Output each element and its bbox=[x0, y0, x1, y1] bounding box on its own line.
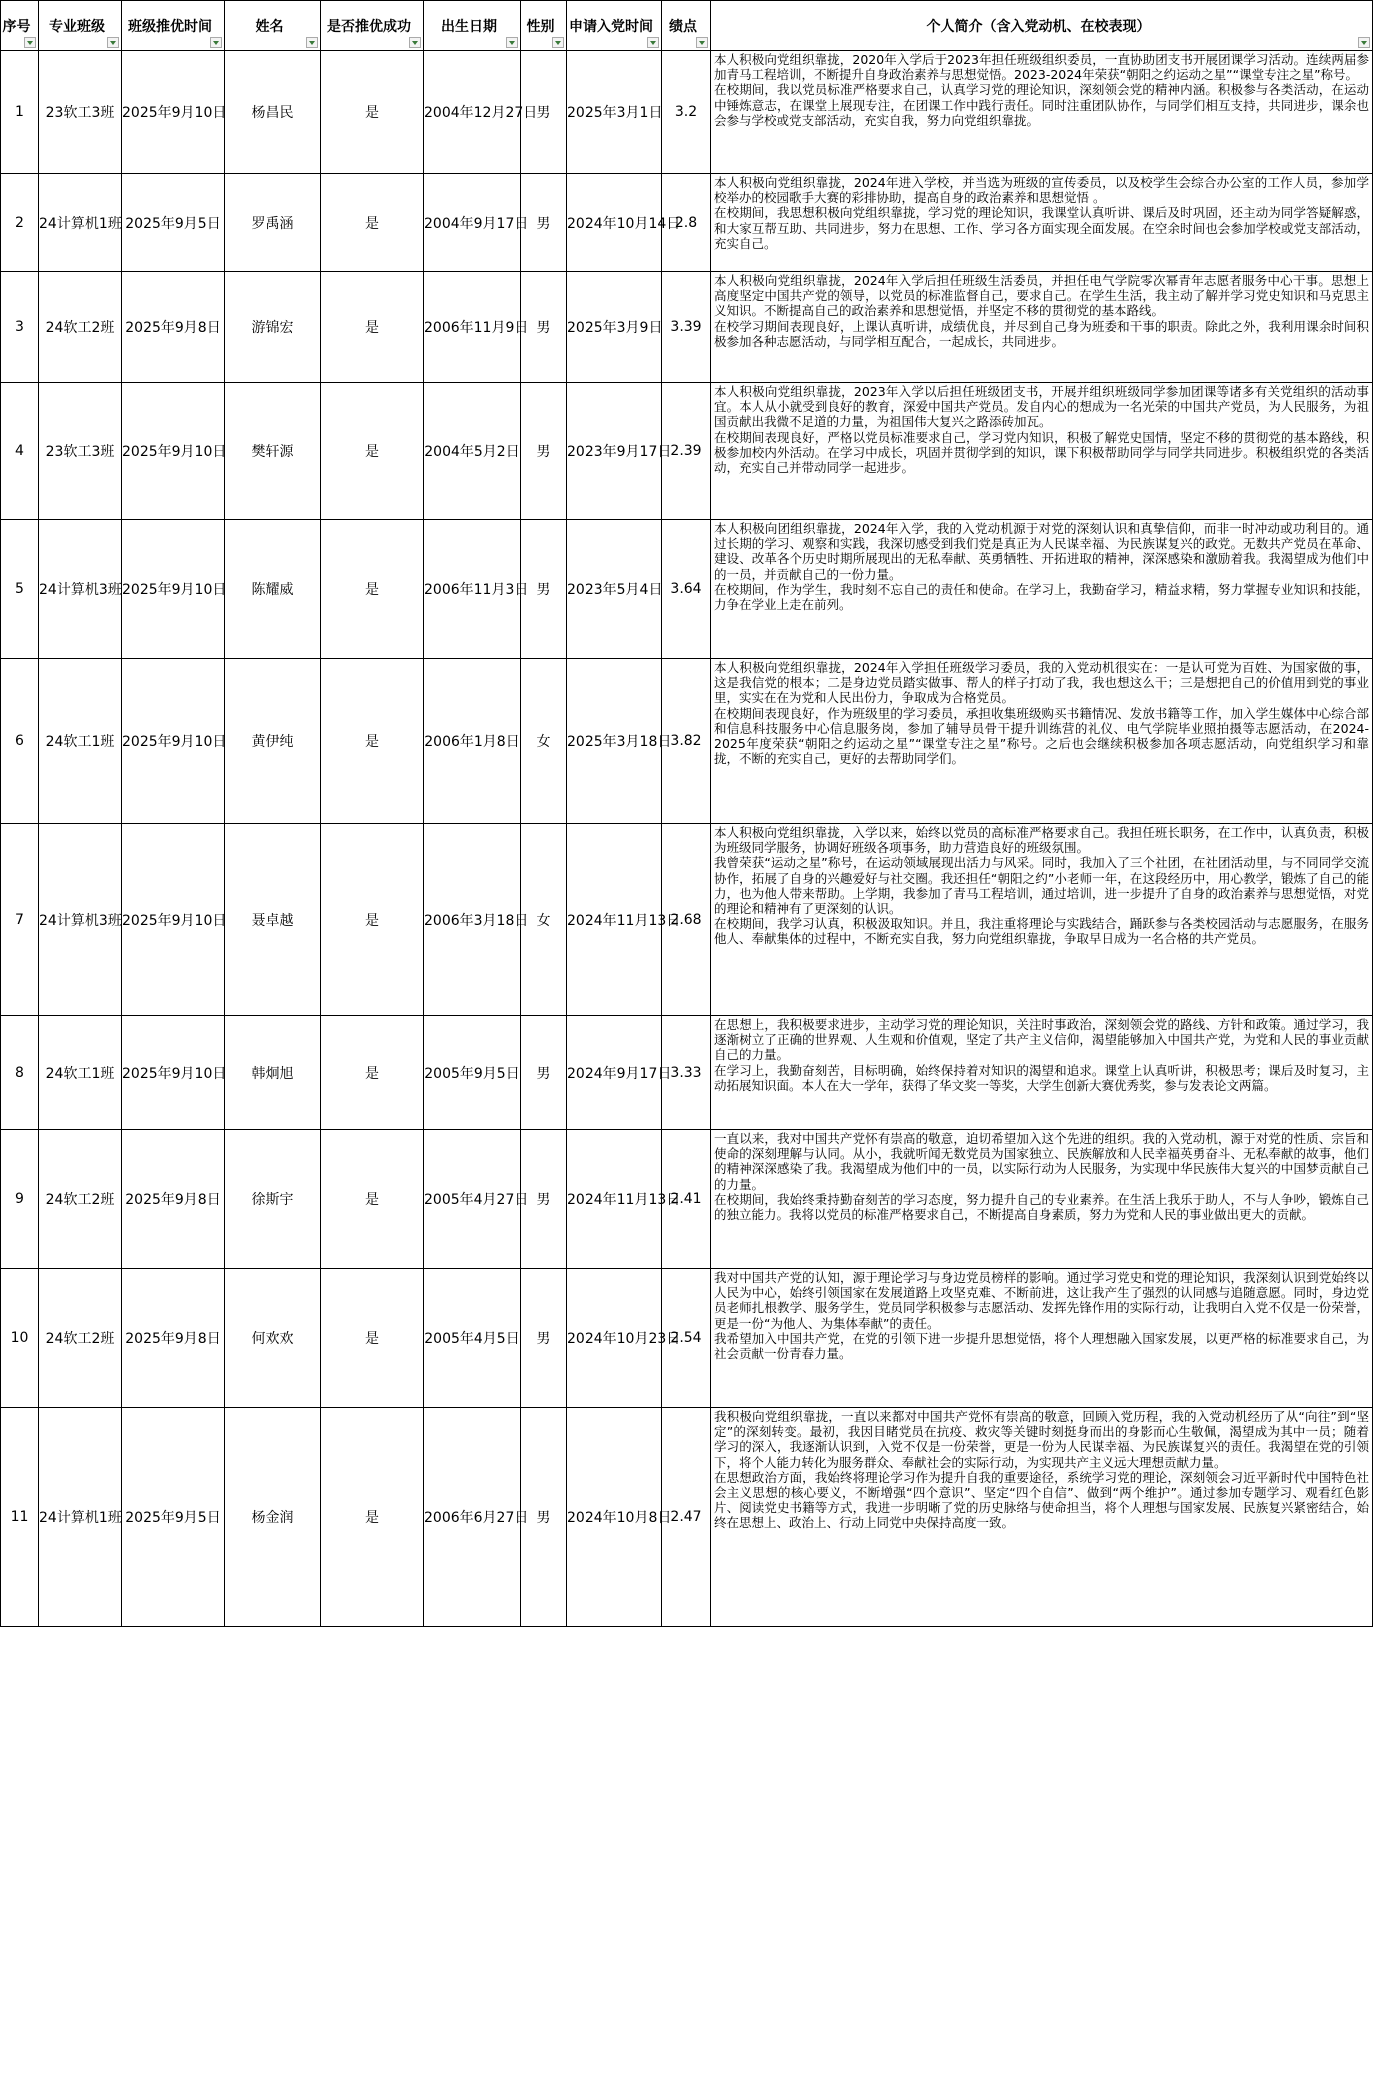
table-row bbox=[1, 272, 1373, 383]
filter-dropdown-icon[interactable] bbox=[1358, 37, 1370, 48]
seq-cell[interactable]: 9 bbox=[1, 1130, 39, 1269]
profile-cell[interactable] bbox=[711, 824, 1373, 1016]
profile-cell[interactable] bbox=[711, 1130, 1373, 1269]
header-row bbox=[1, 1, 1373, 51]
profile-paragraph: 我积极向党组织靠拢，一直以来都对中国共产党怀有崇高的敬意，回顾入党历程，我的入党动机经历了从“向往”到“坚定”的深刻转变。最初，我因目睹党员在抗疫、救灾等关键时刻挺身而出的身影而心生敬佩，渴望成为其中一员；随着学习的深入，我逐渐认识到，入党不仅是一份荣誉，更是一份为人民谋幸福、为民族谋复兴的责任。我渴望在党的引领下，将个人能力转化为服务群众、奉献社会的实际行动，为实现共产主义远大理想贡献力量。 bbox=[714, 1409, 1369, 1470]
apply-date-cell[interactable]: 2024年11月13日 bbox=[567, 1130, 662, 1269]
class-cell[interactable]: 24计算机1班 bbox=[39, 1408, 122, 1627]
birth-date-cell[interactable]: 2004年12月27日 bbox=[424, 51, 521, 174]
name-cell[interactable]: 韩炯旭 bbox=[225, 1016, 321, 1130]
apply-date-cell[interactable]: 2024年10月14日 bbox=[567, 174, 662, 272]
recommend-success-cell[interactable]: 是 bbox=[321, 1130, 424, 1269]
seq-cell[interactable]: 6 bbox=[1, 659, 39, 824]
birth-date-cell[interactable]: 2006年3月18日 bbox=[424, 824, 521, 1016]
profile-paragraph: 我曾荣获“运动之星”称号，在运动领域展现出活力与风采。同时，我加入了三个社团，在社团活动里，与不同同学交流协作，拓展了自身的兴趣爱好与社交圈。我还担任“朝阳之约”小老师一年，在这段经历中，用心教学，锻炼了自己的能力，也为他人带来帮助。上学期，我参加了青马工程培训，通过培训，进一步提升了自身的政治素养与思想觉悟，对党的理论和精神有了更深刻的认识。 bbox=[714, 855, 1369, 917]
seq-cell[interactable]: 10 bbox=[1, 1269, 39, 1408]
recommend-date-cell[interactable]: 2025年9月5日 bbox=[122, 1408, 225, 1627]
profile-paragraph: 在校期间表现良好，严格以党员标准要求自己，学习党内知识，积极了解党史国情，坚定不移的贯彻党的基本路线，积极参加校内外活动。在学习中成长，巩固并贯彻学到的知识，课下积极帮助同学与同学共同进步。积极组织党的各类活动，充实自己并带动同学一起进步。 bbox=[714, 429, 1369, 476]
profile-paragraph: 一直以来，我对中国共产党怀有崇高的敬意，迫切希望加入这个先进的组织。我的入党动机，源于对党的性质、宗旨和使命的深刻理解与认同。从小，我就听闻无数党员为国家独立、民族解放和人民幸福英勇奋斗、无私奉献的故事，他们的精神深深感染了我。我渴望成为他们中的一员，以实际行动为人民服务，为实现中华民族伟大复兴的中国梦贡献自己的力量。 bbox=[714, 1131, 1369, 1192]
table-row bbox=[1, 520, 1373, 659]
gender-cell[interactable]: 女 bbox=[521, 659, 567, 824]
apply-date-cell[interactable]: 2024年10月23日 bbox=[567, 1269, 662, 1408]
recommend-success-cell[interactable]: 是 bbox=[321, 174, 424, 272]
filter-dropdown-icon[interactable] bbox=[552, 37, 564, 48]
profile-paragraph: 在思想政治方面，我始终将理论学习作为提升自我的重要途径，系统学习党的理论，深刻领会习近平新时代中国特色社会主义思想的核心要义，不断增强“四个意识”、坚定“四个自信”、做到“两个维护”。通过参加专题学习、观看红色影片、阅读党史书籍等方式，我进一步明晰了党的历史脉络与使命担当，将个人理想与国家发展、民族复兴紧密结合，始终在思想上、政治上、行动上同党中央保持高度一致。 bbox=[714, 1469, 1369, 1531]
gender-cell[interactable]: 男 bbox=[521, 520, 567, 659]
gpa-cell[interactable]: 3.2 bbox=[662, 51, 711, 174]
recommend-date-cell[interactable]: 2025年9月8日 bbox=[122, 1130, 225, 1269]
table-row bbox=[1, 659, 1373, 824]
birth-date-cell[interactable]: 2005年4月27日 bbox=[424, 1130, 521, 1269]
profile-cell[interactable] bbox=[711, 272, 1373, 383]
column-header-seq bbox=[1, 1, 39, 51]
gender-cell[interactable]: 男 bbox=[521, 272, 567, 383]
birth-date-cell[interactable]: 2005年9月5日 bbox=[424, 1016, 521, 1130]
name-cell[interactable]: 罗禹涵 bbox=[225, 174, 321, 272]
filter-dropdown-icon[interactable] bbox=[24, 37, 36, 48]
recommend-date-cell[interactable]: 2025年9月8日 bbox=[122, 1269, 225, 1408]
column-header-gpa bbox=[662, 1, 711, 51]
gender-cell[interactable]: 男 bbox=[521, 174, 567, 272]
profile-paragraph: 在校学习期间表现良好，上课认真听讲，成绩优良，并尽到自己身为班委和干事的职责。除此之外，我利用课余时间积极参加各种志愿活动，与同学相互配合，一起成长，共同进步。 bbox=[714, 318, 1369, 349]
recommend-date-cell[interactable]: 2025年9月10日 bbox=[122, 383, 225, 520]
column-header-label: 姓名 bbox=[255, 18, 284, 35]
class-cell[interactable]: 24计算机3班 bbox=[39, 520, 122, 659]
column-header-label: 是否推优成功 bbox=[327, 18, 411, 35]
table-row bbox=[1, 1130, 1373, 1269]
profile-paragraph: 本人积极向党组织靠拢，2023年入学以后担任班级团支书，开展并组织班级同学参加团课等诸多有关党组织的活动事宜。本人从小就受到良好的教育，深爱中国共产党员。发自内心的想成为一名光荣的中国共产党员，为人民服务，为祖国贡献出我微不足道的力量，为祖国伟大复兴之路添砖加瓦。 bbox=[714, 384, 1369, 430]
seq-cell[interactable]: 1 bbox=[1, 51, 39, 174]
apply-date-cell[interactable]: 2024年9月17日 bbox=[567, 1016, 662, 1130]
column-header-birth-date bbox=[424, 1, 521, 51]
apply-date-cell[interactable]: 2023年5月4日 bbox=[567, 520, 662, 659]
gender-cell[interactable]: 女 bbox=[521, 824, 567, 1016]
filter-dropdown-icon[interactable] bbox=[306, 37, 318, 48]
gpa-cell[interactable]: 2.68 bbox=[662, 824, 711, 1016]
gpa-cell[interactable]: 2.54 bbox=[662, 1269, 711, 1408]
filter-dropdown-icon[interactable] bbox=[647, 37, 659, 48]
name-cell[interactable]: 杨金润 bbox=[225, 1408, 321, 1627]
column-header-label: 出生日期 bbox=[441, 18, 497, 35]
column-header-name bbox=[225, 1, 321, 51]
filter-dropdown-icon[interactable] bbox=[409, 37, 421, 48]
gender-cell[interactable]: 男 bbox=[521, 1269, 567, 1408]
seq-cell[interactable]: 7 bbox=[1, 824, 39, 1016]
profile-paragraph: 在校期间，作为学生，我时刻不忘自己的责任和使命。在学习上，我勤奋学习，精益求精，努力掌握专业知识和技能，力争在学业上走在前列。 bbox=[714, 581, 1369, 613]
recommend-success-cell[interactable]: 是 bbox=[321, 1016, 424, 1130]
profile-cell[interactable] bbox=[711, 51, 1373, 174]
name-cell[interactable]: 游锦宏 bbox=[225, 272, 321, 383]
profile-paragraph: 本人积极向党组织靠拢，2020年入学后于2023年担任班级组织委员，一直协助团支书开展团课学习活动。连续两届参加青马工程培训，不断提升自身政治素养与思想觉悟。2023-2024年荣获“朝阳之约运动之星”“课堂专注之星”称号。 bbox=[714, 52, 1369, 83]
profile-paragraph: 在思想上，我积极要求进步，主动学习党的理论知识，关注时事政治，深刻领会党的路线、方针和政策。通过学习，我逐渐树立了正确的世界观、人生观和价值观，坚定了共产主义信仰，渴望能够加入中国共产党，为党和人民的事业贡献自己的力量。 bbox=[714, 1017, 1369, 1063]
name-cell[interactable]: 聂卓越 bbox=[225, 824, 321, 1016]
gpa-cell[interactable]: 2.47 bbox=[662, 1408, 711, 1627]
column-header-class bbox=[39, 1, 122, 51]
name-cell[interactable]: 黄伊纯 bbox=[225, 659, 321, 824]
gender-cell[interactable]: 男 bbox=[521, 1016, 567, 1130]
name-cell[interactable]: 樊轩源 bbox=[225, 383, 321, 520]
class-cell[interactable]: 23软工3班 bbox=[39, 383, 122, 520]
column-header-apply-date bbox=[567, 1, 662, 51]
table-row bbox=[1, 1408, 1373, 1627]
apply-date-cell[interactable]: 2025年3月1日 bbox=[567, 51, 662, 174]
profile-paragraph: 在校期间，我始终秉持勤奋刻苦的学习态度，努力提升自己的专业素养。在生活上我乐于助人，不与人争吵，锻炼自己的独立能力。我将以党员的标准严格要求自己，不断提高自身素质，努力为党和人民的事业做出更大的贡献。 bbox=[714, 1191, 1369, 1223]
recommend-success-cell[interactable]: 是 bbox=[321, 824, 424, 1016]
apply-date-cell[interactable]: 2025年3月9日 bbox=[567, 272, 662, 383]
column-header-profile bbox=[711, 1, 1373, 51]
recommend-date-cell[interactable]: 2025年9月10日 bbox=[122, 51, 225, 174]
birth-date-cell[interactable]: 2004年9月17日 bbox=[424, 174, 521, 272]
column-header-label: 个人简介（含入党动机、在校表现） bbox=[926, 18, 1151, 35]
gender-cell[interactable]: 男 bbox=[521, 51, 567, 174]
column-header-label: 序号 bbox=[2, 18, 31, 35]
gender-cell[interactable]: 男 bbox=[521, 1130, 567, 1269]
seq-cell[interactable]: 8 bbox=[1, 1016, 39, 1130]
gender-cell[interactable]: 男 bbox=[521, 383, 567, 520]
class-cell[interactable]: 24软工1班 bbox=[39, 659, 122, 824]
profile-cell[interactable] bbox=[711, 174, 1373, 272]
seq-cell[interactable]: 2 bbox=[1, 174, 39, 272]
recommend-success-cell[interactable]: 是 bbox=[321, 1269, 424, 1408]
class-cell[interactable]: 24软工2班 bbox=[39, 1269, 122, 1408]
column-header-label: 申请入党时间 bbox=[569, 18, 653, 35]
seq-cell[interactable]: 4 bbox=[1, 383, 39, 520]
name-cell[interactable]: 陈耀威 bbox=[225, 520, 321, 659]
profile-paragraph: 在学习上，我勤奋刻苦，目标明确，始终保持着对知识的渴望和追求。课堂上认真听讲，积极思考；课后及时复习，主动拓展知识面。本人在大一学年，获得了华文奖一等奖，大学生创新大赛优秀奖，参与发表论文两篇。 bbox=[714, 1062, 1369, 1093]
profile-paragraph: 在校期间，我学习认真，积极汲取知识。并且，我注重将理论与实践结合，踊跃参与各类校园活动与志愿服务，在服务他人、奉献集体的过程中，不断充实自我，努力向党组织靠拢，争取早日成为一名合格的共产党员。 bbox=[714, 916, 1369, 947]
recommend-success-cell[interactable]: 是 bbox=[321, 520, 424, 659]
table-row bbox=[1, 1016, 1373, 1130]
profile-paragraph: 在校期间，我思想积极向党组织靠拢，学习党的理论知识，我课堂认真听讲、课后及时巩固，还主动为同学答疑解惑，和大家互帮互助、共同进步，努力在思想、工作、学习各方面实现全面发展。在空余时间也会参加学校或党支部活动，充实自己。 bbox=[714, 205, 1369, 251]
column-header-label: 班级推优时间 bbox=[128, 18, 212, 35]
gpa-cell[interactable]: 2.39 bbox=[662, 383, 711, 520]
recommend-date-cell[interactable]: 2025年9月10日 bbox=[122, 659, 225, 824]
apply-date-cell[interactable]: 2023年9月17日 bbox=[567, 383, 662, 520]
table-row bbox=[1, 824, 1373, 1016]
recommend-success-cell[interactable]: 是 bbox=[321, 383, 424, 520]
name-cell[interactable]: 何欢欢 bbox=[225, 1269, 321, 1408]
birth-date-cell[interactable]: 2006年1月8日 bbox=[424, 659, 521, 824]
filter-dropdown-icon[interactable] bbox=[107, 37, 119, 48]
recommend-success-cell[interactable]: 是 bbox=[321, 272, 424, 383]
profile-paragraph: 本人积极向党组织靠拢，2024年入学担任班级学习委员，我的入党动机很实在：一是认可党为百姓、为国家做的事，这是我信党的根本；二是身边党员踏实做事、帮人的样子打动了我，我也想这么干；三是想把自己的价值用到党的事业里，实实在在为党和人民出份力，争取成为合格党员。 bbox=[714, 660, 1369, 706]
birth-date-cell[interactable]: 2005年4月5日 bbox=[424, 1269, 521, 1408]
birth-date-cell[interactable]: 2006年11月9日 bbox=[424, 272, 521, 383]
recommend-date-cell[interactable]: 2025年9月10日 bbox=[122, 1016, 225, 1130]
profile-paragraph: 本人积极向团组织靠拢，2024年入学，我的入党动机源于对党的深刻认识和真挚信仰，而非一时冲动或功利目的。通过长期的学习、观察和实践，我深切感受到我们党是真正为人民谋幸福、为民族谋复兴的政党。无数共产党员在革命、建设、改革各个历史时期所展现出的无私奉献、英勇牺牲、开拓进取的精神，深深感染和激励着我。我渴望成为他们中的一员，并贡献自己的一份力量。 bbox=[714, 521, 1369, 582]
filter-dropdown-icon[interactable] bbox=[696, 37, 708, 48]
class-cell[interactable]: 23软工3班 bbox=[39, 51, 122, 174]
class-cell[interactable]: 24计算机1班 bbox=[39, 174, 122, 272]
class-cell[interactable]: 24软工2班 bbox=[39, 272, 122, 383]
profile-paragraph: 我对中国共产党的认知，源于理论学习与身边党员榜样的影响。通过学习党史和党的理论知识，我深刻认识到党始终以人民为中心，始终引领国家在发展道路上攻坚克难、不断前进，这让我产生了强烈的认同感与追随意愿。同时，身边党员老师扎根教学、服务学生，党员同学积极参与志愿活动、发挥先锋作用的实际行动，让我明白入党不仅是一份荣誉，更是一份“为他人、为集体奉献”的责任。 bbox=[714, 1270, 1369, 1331]
recommend-date-cell[interactable]: 2025年9月8日 bbox=[122, 272, 225, 383]
class-cell[interactable]: 24软工2班 bbox=[39, 1130, 122, 1269]
profile-paragraph: 我希望加入中国共产党，在党的引领下进一步提升思想觉悟，将个人理想融入国家发展，以更严格的标准要求自己，为社会贡献一份青春力量。 bbox=[714, 1330, 1369, 1362]
gpa-cell[interactable]: 3.33 bbox=[662, 1016, 711, 1130]
column-header-gender bbox=[521, 1, 567, 51]
gpa-cell[interactable]: 2.41 bbox=[662, 1130, 711, 1269]
profile-paragraph: 在校期间，我以党员标准严格要求自己，认真学习党的理论知识，深刻领会党的精神内涵。积极参与各类活动，在运动中锤炼意志，在课堂上展现专注，在团课工作中践行责任。同时注重团队协作，与同学们相互支持，共同进步，课余也会参与学校或党支部活动，充实自我，努力向党组织靠拢。 bbox=[714, 82, 1369, 128]
profile-paragraph: 本人积极向党组织靠拢，入学以来，始终以党员的高标准严格要求自己。我担任班长职务，在工作中，认真负责，积极为班级同学服务，协调好班级各项事务，助力营造良好的班级氛围。 bbox=[714, 825, 1369, 856]
name-cell[interactable]: 杨昌民 bbox=[225, 51, 321, 174]
profile-cell[interactable] bbox=[711, 1408, 1373, 1627]
profile-cell[interactable] bbox=[711, 1016, 1373, 1130]
recommend-success-cell[interactable]: 是 bbox=[321, 1408, 424, 1627]
birth-date-cell[interactable]: 2006年11月3日 bbox=[424, 520, 521, 659]
seq-cell[interactable]: 3 bbox=[1, 272, 39, 383]
profile-paragraph: 本人积极向党组织靠拢，2024年入学后担任班级生活委员，并担任电气学院零次幂青年志愿者服务中心干事。思想上高度坚定中国共产党的领导，以党员的标准监督自己，要求自己。在学生生活，我主动了解并学习党史知识和马克思主义知识。不断提高自己的政治素养和思想觉悟，并坚定不移的贯彻党的基本路线。 bbox=[714, 273, 1369, 319]
profile-cell[interactable] bbox=[711, 383, 1373, 520]
column-header-label: 专业班级 bbox=[49, 18, 105, 35]
profile-paragraph: 本人积极向党组织靠拢，2024年进入学校，并当选为班级的宣传委员，以及校学生会综合办公室的工作人员，参加学校举办的校园歌手大赛的彩排协助，提高自身的政治素养和思想觉悟 。 bbox=[714, 175, 1369, 206]
column-header-recommend-date bbox=[122, 1, 225, 51]
class-cell[interactable]: 24计算机3班 bbox=[39, 824, 122, 1016]
gpa-cell[interactable]: 3.39 bbox=[662, 272, 711, 383]
birth-date-cell[interactable]: 2006年6月27日 bbox=[424, 1408, 521, 1627]
apply-date-cell[interactable]: 2025年3月18日 bbox=[567, 659, 662, 824]
table-row bbox=[1, 51, 1373, 174]
recommend-date-cell[interactable]: 2025年9月10日 bbox=[122, 824, 225, 1016]
table-row bbox=[1, 1269, 1373, 1408]
profile-paragraph: 在校期间表现良好，作为班级里的学习委员，承担收集班级购买书籍情况、发放书籍等工作，加入学生媒体中心综合部和信息科技服务中心信息服务岗，参加了辅导员骨干提升训练营的礼仪、电气学院毕业照拍摄等志愿活动，在2024-2025年度荣获“朝阳之约运动之星”“课堂专注之星”称号。之后也会继续积极参加各项志愿活动，向党组织学习和靠拢，不断的充实自己，更好的去帮助同学们。 bbox=[714, 705, 1369, 767]
name-cell[interactable]: 徐斯宇 bbox=[225, 1130, 321, 1269]
filter-dropdown-icon[interactable] bbox=[506, 37, 518, 48]
recommend-date-cell[interactable]: 2025年9月10日 bbox=[122, 520, 225, 659]
recommend-date-cell[interactable]: 2025年9月5日 bbox=[122, 174, 225, 272]
birth-date-cell[interactable]: 2004年5月2日 bbox=[424, 383, 521, 520]
filter-dropdown-icon[interactable] bbox=[210, 37, 222, 48]
recommend-success-cell[interactable]: 是 bbox=[321, 659, 424, 824]
gpa-cell[interactable]: 3.82 bbox=[662, 659, 711, 824]
gender-cell[interactable]: 男 bbox=[521, 1408, 567, 1627]
gpa-cell[interactable]: 2.8 bbox=[662, 174, 711, 272]
column-header-label: 绩点 bbox=[669, 18, 697, 35]
apply-date-cell[interactable]: 2024年10月8日 bbox=[567, 1408, 662, 1627]
column-header-recommend-success bbox=[321, 1, 424, 51]
seq-cell[interactable]: 11 bbox=[1, 1408, 39, 1627]
apply-date-cell[interactable]: 2024年11月13日 bbox=[567, 824, 662, 1016]
profile-cell[interactable] bbox=[711, 520, 1373, 659]
profile-cell[interactable] bbox=[711, 659, 1373, 824]
table-row bbox=[1, 174, 1373, 272]
gpa-cell[interactable]: 3.64 bbox=[662, 520, 711, 659]
profile-cell[interactable] bbox=[711, 1269, 1373, 1408]
class-cell[interactable]: 24软工1班 bbox=[39, 1016, 122, 1130]
table-row bbox=[1, 383, 1373, 520]
seq-cell[interactable]: 5 bbox=[1, 520, 39, 659]
column-header-label: 性别 bbox=[526, 18, 555, 35]
recommend-success-cell[interactable]: 是 bbox=[321, 51, 424, 174]
